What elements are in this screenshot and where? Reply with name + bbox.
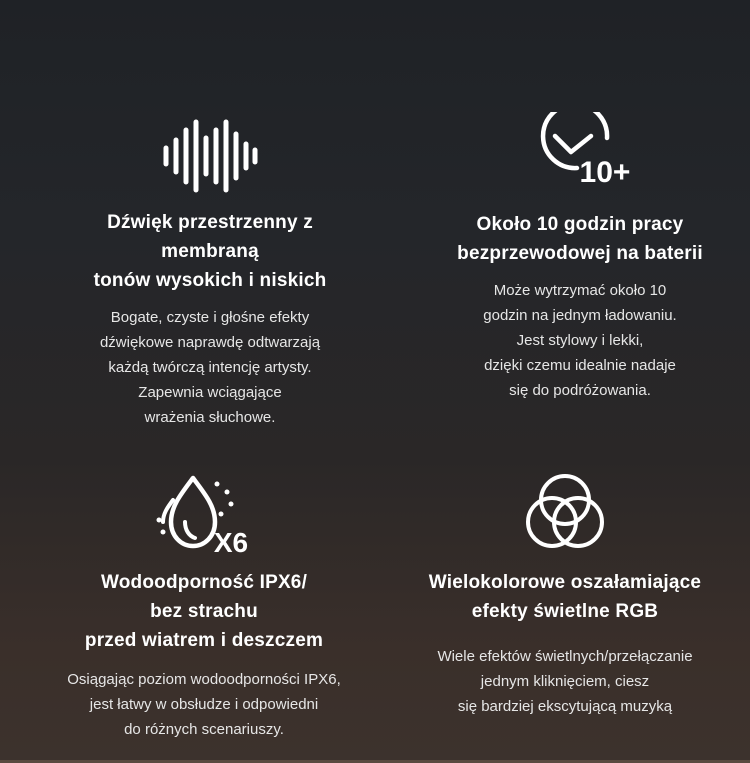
feature-sound-title: Dźwięk przestrzenny z membraną tonów wysokich i niskich (93, 212, 327, 291)
feature-battery-description: Może wytrzymać około 10 godzin na jednym ładowaniu. Jest stylowy i lekki, dzięki czemu idealnie nadaje się do podróżowania. (483, 282, 677, 399)
feature-waterproof (0, 470, 408, 742)
feature-rgb-description: Wiele efektów świetlnych/przełączanie jednym kliknięciem, ciesz się bardziej ekscytującą muzyką (437, 648, 693, 715)
feature-waterproof-description: Osiągając poziom wodoodporności IPX6, jest łatwy w obsłudze i odpowiedni do różnych scenariuszy. (67, 671, 341, 738)
feature-battery-title: Około 10 godzin pracy bezprzewodowej na baterii (457, 214, 703, 264)
feature-sound-description: Bogate, czyste i głośne efekty dźwiękowe naprawdę odtwarzają każdą twórczą intencję artysty. Zapewnia wciągające wrażenia słuchowe. (99, 309, 321, 426)
feature-rgb (380, 472, 750, 719)
feature-battery (410, 112, 750, 403)
feature-sound (40, 118, 380, 430)
sound-wave-icon (155, 118, 265, 194)
feature-rgb-title: Wielokolorowe oszałamiające efekty świetlne RGB (428, 572, 702, 622)
feature-waterproof-title: Wodoodporność IPX6/ bez strachu przed wiatrem i deszczem (84, 572, 324, 651)
clock-icon (525, 112, 635, 192)
water-drops-icon-label: X6 (213, 527, 249, 558)
clock-icon-label: 10+ (579, 156, 631, 189)
rgb-circles-icon (510, 472, 620, 556)
water-drops-icon (149, 470, 259, 558)
